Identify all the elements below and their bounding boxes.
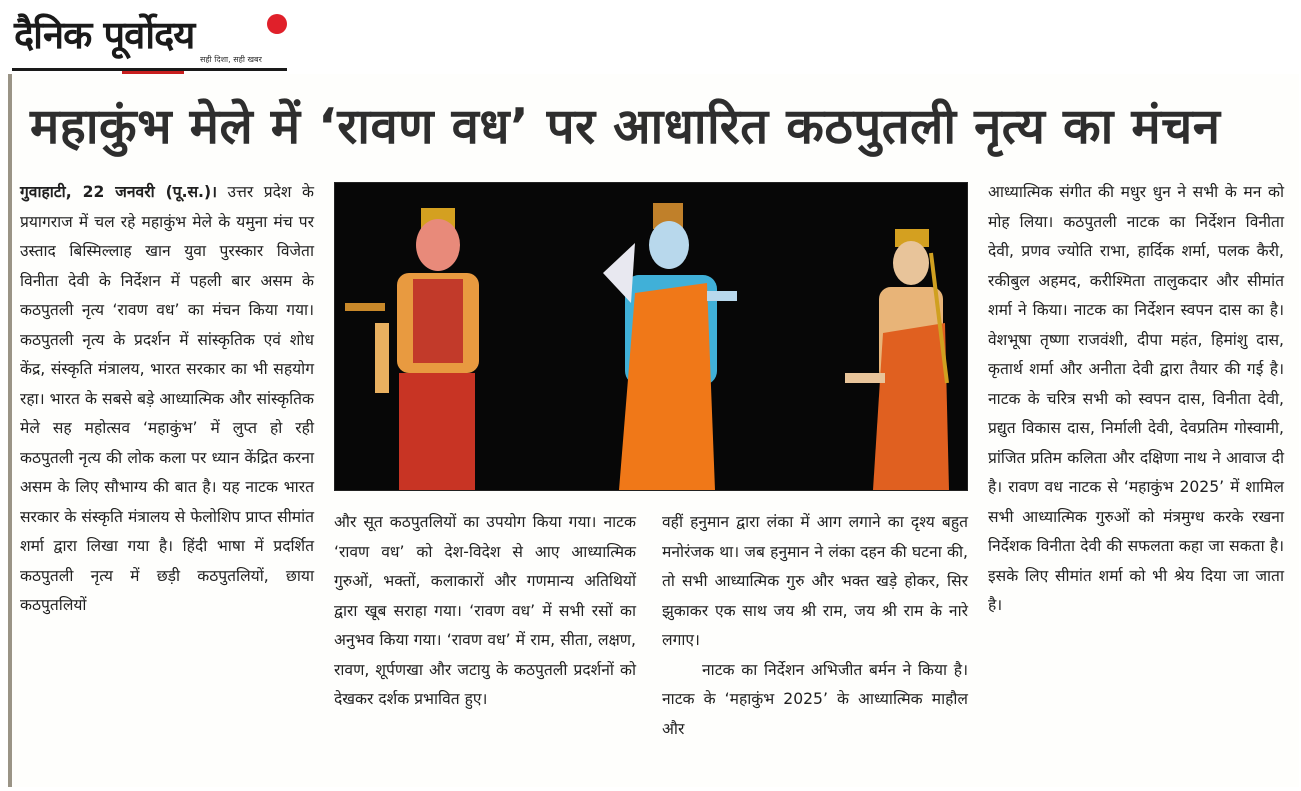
article-headline: महाकुंभ मेले में ‘रावण वध’ पर आधारित कठपुतली नृत्य का मंचन — [30, 98, 1221, 155]
article-column-3 — [662, 508, 968, 744]
masthead-tagline: सही दिशा, सही खबर — [200, 55, 262, 64]
logo-sun-icon — [267, 14, 287, 34]
column-4-text: आध्यात्मिक संगीत की मधुर धुन ने सभी के मन को मोह लिया। कठपुतली नाटक का निर्देशन विनीता देवी, प्रणव ज्योति राभा, हार्दिक शर्मा, पलक कैरी, रकीबुल अहमद, करीश्मिता तालुकदार और सीमांत शर्मा ने किया। नाटक का निर्देशन स्वपन दास का है। वेशभूषा तृष्णा राजवंशी, दीपा महंत, हिमांशु दास, कृतार्थ शर्मा और अनीता देवी द्वारा तैयार की गई है। नाटक के चरित्र सभी को स्वपन दास, विनीता देवी, प्रद्युत विकास दास, निर्माली देवी, देवप्रतिम गोस्वामी, प्रांजित प्रतिम कलिता और दक्षिणा नाथ ने आवाज दी है। रावण वध नाटक से ‘महाकुंभ 2025’ में शामिल सभी आध्यात्मिक गुरुओं को मंत्रमुग्ध करके रखना निर्देशक विनीता देवी की सफलता कहा जा सकता है। इसके लिए सीमांत शर्मा को भी श्रेय दिया जा जाता है। — [988, 183, 1284, 614]
newspaper-logo: दैनिक पूर्वोदय — [14, 13, 195, 57]
article-column-4 — [988, 178, 1284, 621]
masthead — [12, 6, 287, 72]
article-photo-puppets — [334, 182, 968, 491]
column-3-paragraph-2: नाटक का निर्देशन अभिजीत बर्मन ने किया है। नाटक के ‘महाकुंभ 2025’ के आध्यात्मिक माहौल और — [662, 660, 968, 738]
puppet-illustration — [335, 183, 967, 490]
article-column-2 — [334, 508, 636, 715]
article-column-1 — [20, 178, 314, 621]
column-1-text: उत्तर प्रदेश के प्रयागराज में चल रहे महाकुंभ मेले के यमुना मंच पर उस्ताद बिस्मिल्लाह खान युवा पुरस्कार विजेता विनीता देवी के निर्देशन में पहली बार असम के कठपुतली नृत्य ‘रावण वध’ का मंचन किया गया। कठपुतली नृत्य के प्रदर्शन में सांस्कृतिक एवं शोध केंद्र, संस्कृति मंत्रालय, भारत सरकार का भी सहयोग रहा। भारत के सबसे बड़े आध्यात्मिक और सांस्कृतिक मेले सह महोत्सव ‘महाकुंभ’ में लुप्त हो रही कठपुतली नृत्य की लोक कला पर ध्यान केंद्रित करना असम के लिए सौभाग्य की बात है। यह नाटक भारत सरकार के संस्कृति मंत्रालय से फेलोशिप प्राप्त सीमांत शर्मा द्वारा लिखा गया है। हिंदी भाषा में प्रदर्शित कठपुतली नृत्य में छड़ी कठपुतलियों, छाया कठपुतलियों — [20, 183, 314, 614]
column-2-text: और सूत कठपुतलियों का उपयोग किया गया। नाटक ‘रावण वध’ को देश-विदेश से आए आध्यात्मिक गुरुओं, भक्तों, कलाकारों और गणमान्य अतिथियों द्वारा खूब सराहा गया। ‘रावण वध’ में सभी रसों का अनुभव किया गया। ‘रावण वध’ में राम, सीता, लक्षण, रावण, शूर्पणखा और जटायु के कठपुतली प्रदर्शनों को देखकर दर्शक प्रभावित हुए। — [334, 513, 636, 708]
article-dateline: गुवाहाटी, 22 जनवरी (पू.स.)। — [20, 183, 218, 201]
column-3-paragraph-1: वहीं हनुमान द्वारा लंका में आग लगाने का दृश्य बहुत मनोरंजक था। जब हनुमान ने लंका दहन की घटना की, तो सभी आध्यात्मिक गुरु और भक्त खड़े होकर, सिर झुकाकर एक साथ जय श्री राम, जय श्री राम के नारे लगाए। — [662, 513, 968, 649]
